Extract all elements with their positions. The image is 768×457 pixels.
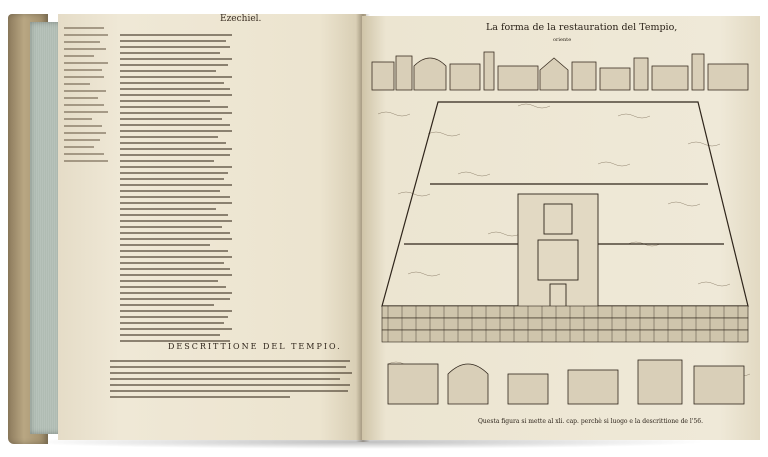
left-page-header: Ezechiel. — [220, 14, 262, 24]
right-page-header: La forma de la restauration del Tempio, — [486, 22, 678, 33]
section-title: DESCRITTIONE DEL TEMPIO. — [168, 342, 342, 351]
left-page-lower-text — [110, 356, 358, 412]
temple-engraving — [368, 44, 752, 420]
right-page-subheader: oriente — [553, 37, 572, 43]
engraving-caption: Questa figura si mette al xli. cap. perchè si luogo e la descrittione de l'56. — [478, 418, 703, 425]
building-rows — [382, 306, 748, 342]
margin-notes — [64, 22, 114, 302]
inner-temple — [518, 194, 598, 314]
skyline — [372, 52, 748, 90]
foreground-buildings — [388, 360, 744, 404]
